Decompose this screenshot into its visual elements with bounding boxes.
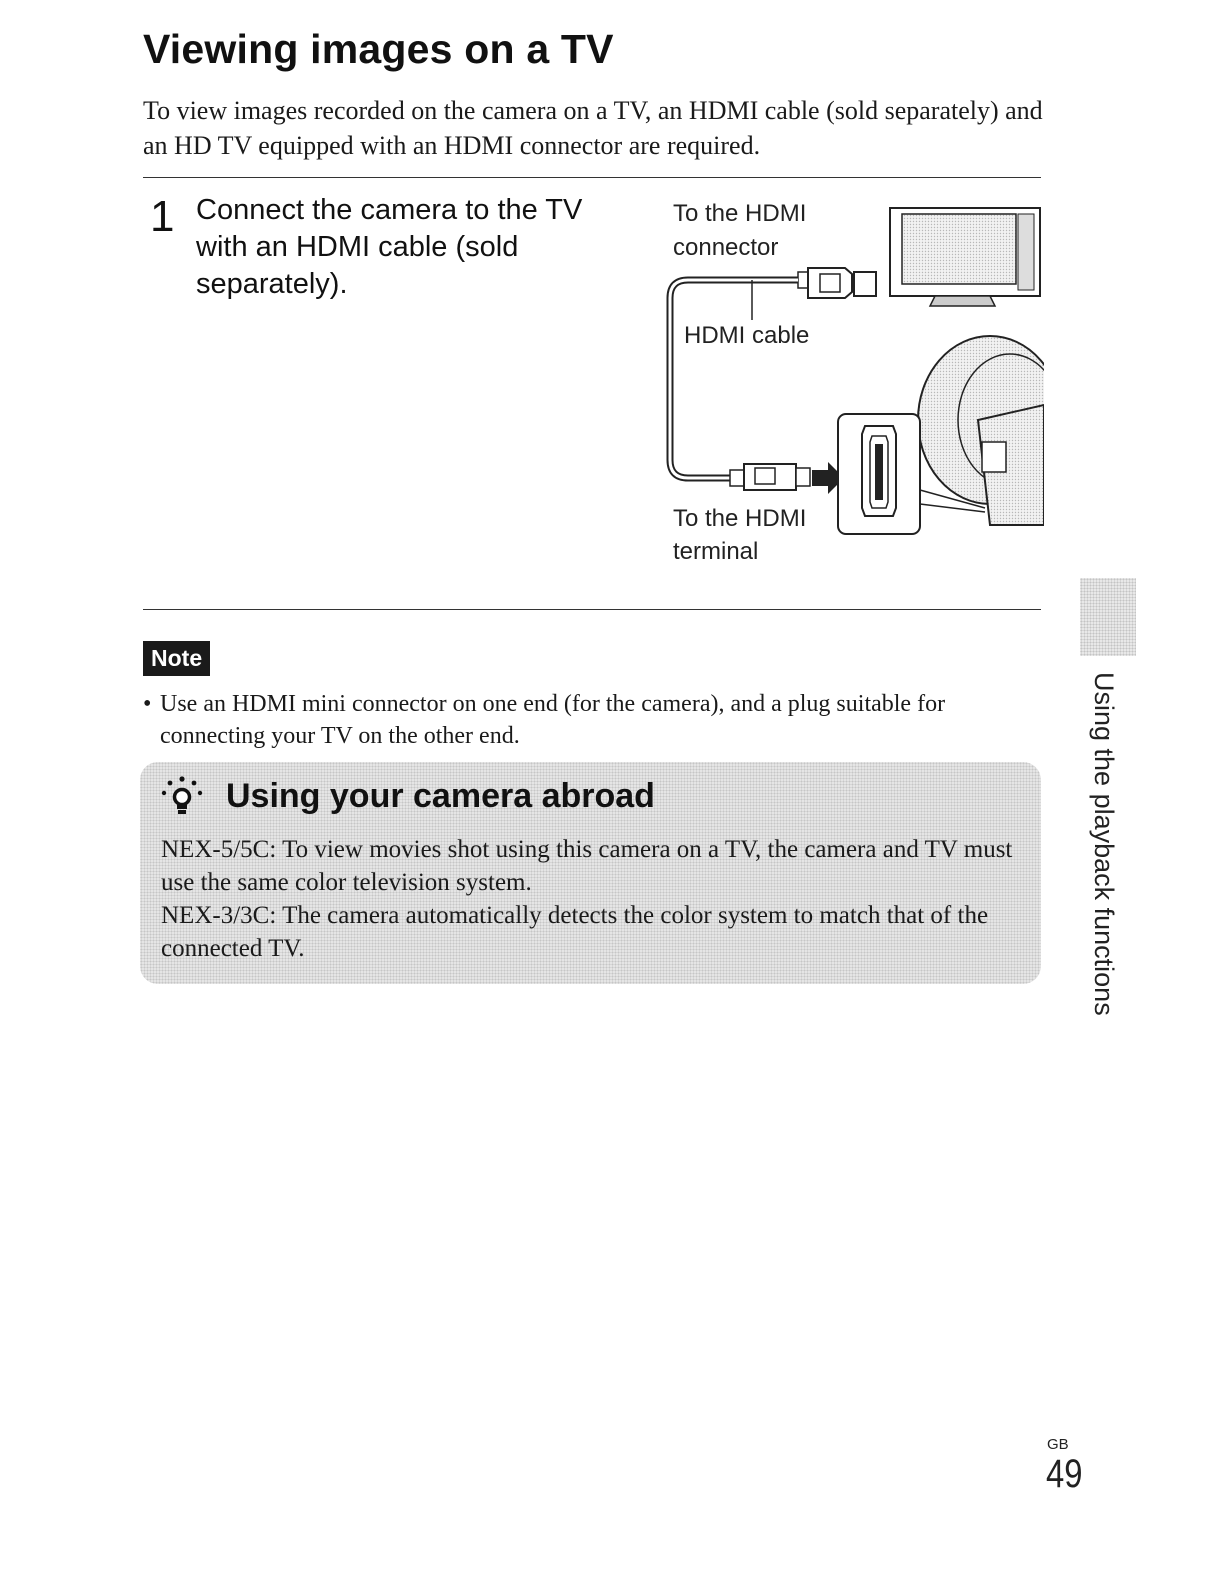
label-to-hdmi-terminal-1: To the HDMI [673, 505, 807, 532]
hdmi-mini-plug-icon [730, 462, 844, 494]
step-number: 1 [150, 192, 175, 241]
lightbulb-icon [160, 772, 210, 822]
tv-icon [890, 208, 1040, 306]
label-to-hdmi-connector-2: connector [673, 234, 779, 261]
tip-paragraph-nex5: NEX-5/5C: To view movies shot using this camera on a TV, the camera and TV must use the same color television system. [161, 836, 1013, 896]
step-text: Connect the camera to the TV with an HDMI cable (sold separately). [196, 194, 583, 300]
tip-paragraph-nex3: NEX-3/3C: The camera automatically detects the color system to match that of the connected TV. [161, 902, 989, 962]
page-number: 49 [1046, 1452, 1083, 1496]
region-code: GB [1047, 1436, 1069, 1453]
note-item [143, 688, 1038, 752]
divider-top [143, 177, 1041, 178]
hdmi-port-icon [838, 414, 920, 534]
note-text: Use an HDMI mini connector on one end (for the camera), and a plug suitable for connecting your TV on the other end. [160, 691, 946, 749]
hdmi-plug-icon [798, 268, 876, 298]
page-title: Viewing images on a TV [143, 26, 614, 72]
tip-heading: Using your camera abroad [226, 777, 655, 815]
tip-body [161, 833, 1031, 965]
divider-bottom [143, 609, 1041, 610]
section-tab-marker [1080, 578, 1136, 656]
label-to-hdmi-connector-1: To the HDMI [673, 200, 807, 227]
note-badge: Note [143, 641, 210, 676]
bullet-marker: • [143, 691, 152, 717]
intro-paragraph: To view images recorded on the camera on a TV, an HDMI cable (sold separately) and an HD TV equipped with an HDMI connector are required. [143, 96, 1043, 160]
hdmi-connection-diagram [660, 190, 1044, 580]
label-to-hdmi-terminal-2: terminal [673, 538, 759, 565]
section-side-label: Using the playback functions [1089, 672, 1119, 1016]
label-hdmi-cable: HDMI cable [684, 320, 813, 352]
camera-icon [918, 336, 1044, 525]
